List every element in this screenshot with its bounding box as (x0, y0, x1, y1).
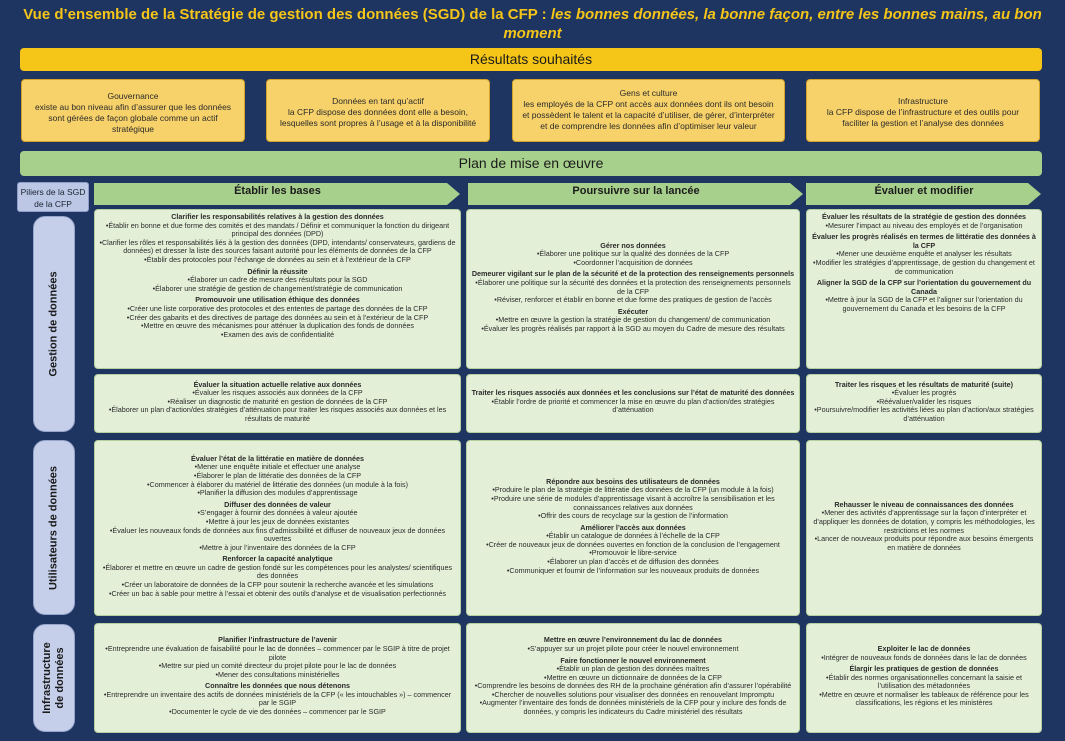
section-title: Planifier l’infrastructure de l’avenir (218, 635, 337, 645)
list-item: • Établir un catalogue de données à l’échelle de la CFP (471, 532, 795, 541)
list-item: • Lancer de nouveaux produits pour répondre aux besoins émergents en matière de données (811, 535, 1037, 552)
section-title: Définir la réussite (247, 266, 308, 276)
pillar-infrastructure-donnees (33, 624, 75, 732)
list-item: • Mener une enquête initiale et effectuer une analyse (99, 463, 456, 472)
cell-infrastructure-evaluer (806, 623, 1042, 733)
list-item: • Mettre en œuvre la gestion la stratégie de gestion du changement/ de communication (471, 316, 795, 325)
list-item: • Mener une deuxième enquête et analyser les résultats (811, 250, 1037, 259)
section-title: Améliorer l’accès aux données (580, 522, 686, 532)
list-item: • Mesurer l’impact au niveau des employés et de l’organisation (811, 222, 1037, 231)
list-item: • Mettre sur pied un comité directeur du projet pilote pour le lac de données (99, 662, 456, 671)
list-item: • Mettre à jour l’inventaire des données de la CFP (99, 544, 456, 553)
list-item: • Élaborer une politique sur la qualité des données de la CFP (471, 250, 795, 259)
cell-section (811, 233, 1037, 276)
list-item: • Mettre en œuvre et normaliser les tableaux de référence pour les classifications, les régions et les ministères (811, 691, 1037, 708)
list-item: • Mener des activités d’apprentissage sur la façon d’interpréter et d’appliquer les données de dotation, y compris les méthodologies, les restrictions et les normes (811, 509, 1037, 535)
result-text: la CFP dispose de l’infrastructure et des outils pour faciliter la gestion et l’analyse des données (826, 107, 1020, 128)
cell-section (811, 645, 1037, 662)
cell-section (99, 636, 456, 679)
list-item: • Évaluer les risques associés aux données de la CFP (99, 389, 456, 398)
cell-section (471, 389, 795, 415)
list-item: • Coordonner l’acquisition de données (471, 259, 795, 268)
list-item: • Élaborer un plan d’accès et de diffusion des données (471, 558, 795, 567)
list-item: • Documenter le cycle de vie des données – commencer par le SGIP (99, 708, 456, 717)
cell-infrastructure-etablir (94, 623, 461, 733)
section-title: Faire fonctionner le nouvel environnement (560, 655, 706, 665)
phase-label: Évaluer et modifier (874, 185, 974, 197)
list-item: • Établir des normes organisationnelles concernant la saisie et l’utilisation des métadonnées (811, 674, 1037, 691)
cell-section (99, 213, 456, 265)
list-item: • Modifier les stratégies d’apprentissage, de gestion du changement et de communication (811, 259, 1037, 276)
cell-risques-etablir (94, 374, 461, 433)
cell-section (471, 270, 795, 304)
list-item: • Examen des avis de confidentialité (99, 331, 456, 340)
list-item: • S’appuyer sur un projet pilote pour créer le nouvel environnement (471, 645, 795, 654)
list-item: • Mettre en œuvre des mécanismes pour atténuer la duplication des fonds de données (99, 322, 456, 331)
cell-section (99, 381, 456, 424)
section-title: Connaître les données que nous détenons (205, 681, 350, 691)
cell-section (471, 242, 795, 268)
pillars-label: Piliers de la SGD de la CFP (17, 182, 89, 212)
list-item: • Chercher de nouvelles solutions pour visualiser des données en renouvelant Impromptu (471, 691, 795, 700)
list-item: • Entreprendre une évaluation de faisabilité pour le lac de données – commencer par le SGIP à titre de projet pilote (99, 645, 456, 662)
list-item: • Élaborer une politique sur la sécurité des données et la protection des renseignements personnels de la CFP (471, 279, 795, 296)
list-item: • Communiquer et fournir de l’information sur les nouveaux produits de données (471, 567, 795, 576)
result-title: Gens et culture (619, 88, 678, 98)
list-item: • Planifier la diffusion des modules d’apprentissage (99, 489, 456, 498)
cell-gestion-poursuivre (466, 209, 800, 369)
cell-section (99, 682, 456, 716)
list-item: • Établir un plan de gestion des données maîtres (471, 665, 795, 674)
list-item: • Produire le plan de la stratégie de littératie des données de la CFP (un module à la fois) (471, 486, 795, 495)
list-item: • Comprendre les besoins de données des RH de la prochaine génération afin d’assurer l’opérabilité (471, 682, 795, 691)
section-title: Traiter les risques et les résultats de maturité (suite) (834, 379, 1014, 389)
result-box-gens (512, 79, 785, 142)
cell-section (471, 478, 795, 521)
list-item: • Élaborer une stratégie de gestion de changement/stratégie de communication (99, 285, 456, 294)
list-item: • Établir en bonne et due forme des comités et des mandats / Définir et communiquer la fonction du dirigeant principal des données (DPD) (99, 222, 456, 239)
list-item: • Évaluer les progrès (811, 389, 1037, 398)
cell-section (811, 279, 1037, 313)
cell-section (811, 501, 1037, 553)
cell-section (99, 268, 456, 294)
cell-section (471, 308, 795, 334)
list-item: • Mettre en œuvre un dictionnaire de données de la CFP (471, 674, 795, 683)
cell-section (471, 657, 795, 717)
result-text: les employés de la CFP ont accès aux données dont ils ont besoin et possèdent le talent et la capacité d’utiliser, de gérer, d’interpréter et de comprendre les données afin d’optimiser leur valeur (522, 99, 775, 131)
list-item: • Mettre à jour les jeux de données existantes (99, 518, 456, 527)
result-text: la CFP dispose des données dont elle a besoin, lesquelles sont propres à l’usage et à la disponibilité (279, 107, 477, 128)
section-title: Aligner la SGD de la CFP sur l’orientation du gouvernement du Canada (816, 278, 1032, 296)
section-title: Répondre aux besoins des utilisateurs de données (546, 476, 720, 486)
cell-section (811, 213, 1037, 230)
section-title: Mettre en œuvre l’environnement du lac de données (543, 635, 723, 645)
cell-utilisateurs-poursuivre (466, 440, 800, 616)
list-item: • Créer un bac à sable pour mettre à l’essai et obtenir des outils d’analyse et de visualisation perfectionnés (99, 590, 456, 599)
section-title: Clarifier les responsabilités relatives à la gestion des données (171, 212, 384, 221)
cell-utilisateurs-evaluer (806, 440, 1042, 616)
pillar-label-line: de données (54, 647, 66, 709)
list-item: • Créer un laboratoire de données de la CFP pour soutenir la recherche avancée et les simulations (99, 581, 456, 590)
result-title: Données en tant qu’actif (332, 96, 424, 106)
cell-section (99, 455, 456, 498)
cell-infrastructure-poursuivre (466, 623, 800, 733)
title-main: Vue d’ensemble de la Stratégie de gestion des données (SGD) de la CFP : (23, 6, 551, 23)
list-item: • Évaluer les progrès réalisés par rapport à la SGD au moyen du Cadre de mesure des résultats (471, 325, 795, 334)
phase-arrow-etablir (94, 181, 461, 207)
phase-arrow-poursuivre (468, 181, 804, 207)
section-title: Évaluer la situation actuelle relative aux données (193, 379, 362, 389)
pillar-label-line: Infrastructure (41, 642, 53, 714)
cell-section (811, 381, 1037, 424)
list-item: • Réviser, renforcer et établir en bonne et due forme des pratiques de gestion de l’accès (471, 296, 795, 305)
list-item: • Réaliser un diagnostic de maturité en gestion de données de la CFP (99, 398, 456, 407)
result-box-donnees (266, 79, 490, 142)
section-title: Promouvoir une utilisation éthique des données (195, 295, 360, 305)
list-item: • Établir des protocoles pour l’échange de données au sein et à l’extérieur de la CFP (99, 256, 456, 265)
page-title (10, 5, 1055, 45)
list-item: • Établir l’ordre de priorité et commencer la mise en œuvre du plan d’action/des stratégies d’atténuation (471, 398, 795, 415)
result-box-gouvernance (21, 79, 245, 142)
list-item: • Mener des consultations ministérielles (99, 671, 456, 680)
title-subtitle: les bonnes données, la bonne façon, entre les bonnes mains, au bon moment (503, 6, 1042, 42)
list-item: • Offrir des cours de recyclage sur la gestion de l’information (471, 512, 795, 521)
cell-utilisateurs-etablir (94, 440, 461, 616)
section-title: Traiter les risques associés aux données et les conclusions sur l’état de maturité des données (471, 388, 795, 398)
section-title: Exploiter le lac de données (877, 643, 971, 653)
list-item: • Promouvoir le libre-service (471, 549, 795, 558)
list-item: • S’engager à fournir des données à valeur ajoutée (99, 509, 456, 518)
pillar-label (41, 642, 67, 714)
section-title: Renforcer la capacité analytique (222, 554, 333, 564)
cell-section (811, 665, 1037, 708)
cell-risques-evaluer (806, 374, 1042, 433)
result-box-infrastructure (806, 79, 1040, 142)
section-title: Exécuter (617, 306, 649, 316)
section-title: Évaluer les progrès réalisés en termes de littératie des données à la CFP (812, 232, 1036, 250)
result-text: existe au bon niveau afin d’assurer que les données sont gérées de façon globale comme un actif stratégique (34, 101, 232, 134)
results-header: Résultats souhaités (20, 48, 1042, 71)
pillar-label: Gestion de données (47, 271, 60, 377)
list-item: • Créer des gabarits et des directives de partage des données au sein et à l’extérieur de la CFP (99, 314, 456, 323)
cell-risques-poursuivre (466, 374, 800, 433)
section-title: Rehausser le niveau de connaissances des données (834, 499, 1014, 509)
list-item: • Augmenter l’inventaire des fonds de données ministériels de la CFP pour y inclure des fonds de données, y compris les indicateurs du Cadre ministériel des résultats (471, 699, 795, 716)
cell-section (99, 501, 456, 553)
pillar-label: Utilisateurs de données (47, 465, 60, 590)
list-item: • Élaborer un plan d’action/des stratégies d’atténuation pour traiter les risques associés aux données et les résultats de maturité (99, 406, 456, 423)
cell-section (99, 296, 456, 339)
list-item: • Entreprendre un inventaire des actifs de données ministériels de la CFP (« les intouchables ») – commencer par le SGIP (99, 691, 456, 708)
list-item: • Produire une série de modules d’apprentissage visant à accroître la sensibilisation et les connaissances relatives aux données (471, 495, 795, 512)
list-item: • Élaborer et mettre en œuvre un cadre de gestion fondé sur les compétences pour les analystes/ scientifiques des données (99, 564, 456, 581)
phase-label: Poursuivre sur la lancée (572, 185, 700, 197)
list-item: • Commencer à élaborer du matériel de littératie des données (un module à la fois) (99, 481, 456, 490)
list-item: • Élaborer le plan de littératie des données de la CFP (99, 472, 456, 481)
list-item: • Mettre à jour la SGD de la CFP et l’aligner sur l’orientation du gouvernement du Canada et les besoins de la CFP (811, 296, 1037, 313)
list-item: • Créer de nouveaux jeux de données ouvertes en fonction de la conclusion de l’engagement (471, 541, 795, 550)
plan-header: Plan de mise en œuvre (20, 151, 1042, 176)
cell-section (471, 524, 795, 576)
section-title: Diffuser des données de valeur (224, 499, 331, 509)
section-title: Élargir les pratiques de gestion de données (849, 664, 999, 674)
section-title: Demeurer vigilant sur le plan de la sécurité et de la protection des renseignements personnels (471, 269, 795, 279)
pillar-gestion-donnees (33, 216, 75, 432)
cell-section (471, 636, 795, 653)
list-item: • Élaborer un cadre de mesure des résultats pour la SGD (99, 276, 456, 285)
result-title: Infrastructure (897, 96, 949, 106)
list-item: • Intégrer de nouveaux fonds de données dans le lac de données (811, 654, 1037, 663)
section-title: Évaluer les résultats de la stratégie de gestion des données (821, 212, 1027, 221)
cell-gestion-etablir (94, 209, 461, 369)
list-item: • Poursuivre/modifier les activités liées au plan d’action/aux stratégies d’atténuation (811, 406, 1037, 423)
phase-label: Établir les bases (234, 185, 321, 197)
list-item: • Clarifier les rôles et responsabilités liés à la gestion des données (DPD, intendants/ conservateurs, gardiens de données) et dresser la liste des sources faisant autorité pour les éléments de données de la CFP (99, 239, 456, 256)
phase-arrow-evaluer (806, 181, 1042, 207)
cell-section (99, 555, 456, 598)
cell-gestion-evaluer (806, 209, 1042, 369)
section-title: Gérer nos données (600, 240, 666, 250)
list-item: • Créer une liste corporative des protocoles et des ententes de partage des données de la CFP (99, 305, 456, 314)
section-title: Évaluer l’état de la littératie en matière de données (191, 453, 364, 463)
list-item: • Évaluer les nouveaux fonds de données aux fins d’admissibilité et diffuser de nouveaux jeux de données ouvertes (99, 527, 456, 544)
pillar-utilisateurs-donnees (33, 440, 75, 615)
list-item: • Réévaluer/valider les risques (811, 398, 1037, 407)
result-title: Gouvernance (107, 90, 159, 101)
